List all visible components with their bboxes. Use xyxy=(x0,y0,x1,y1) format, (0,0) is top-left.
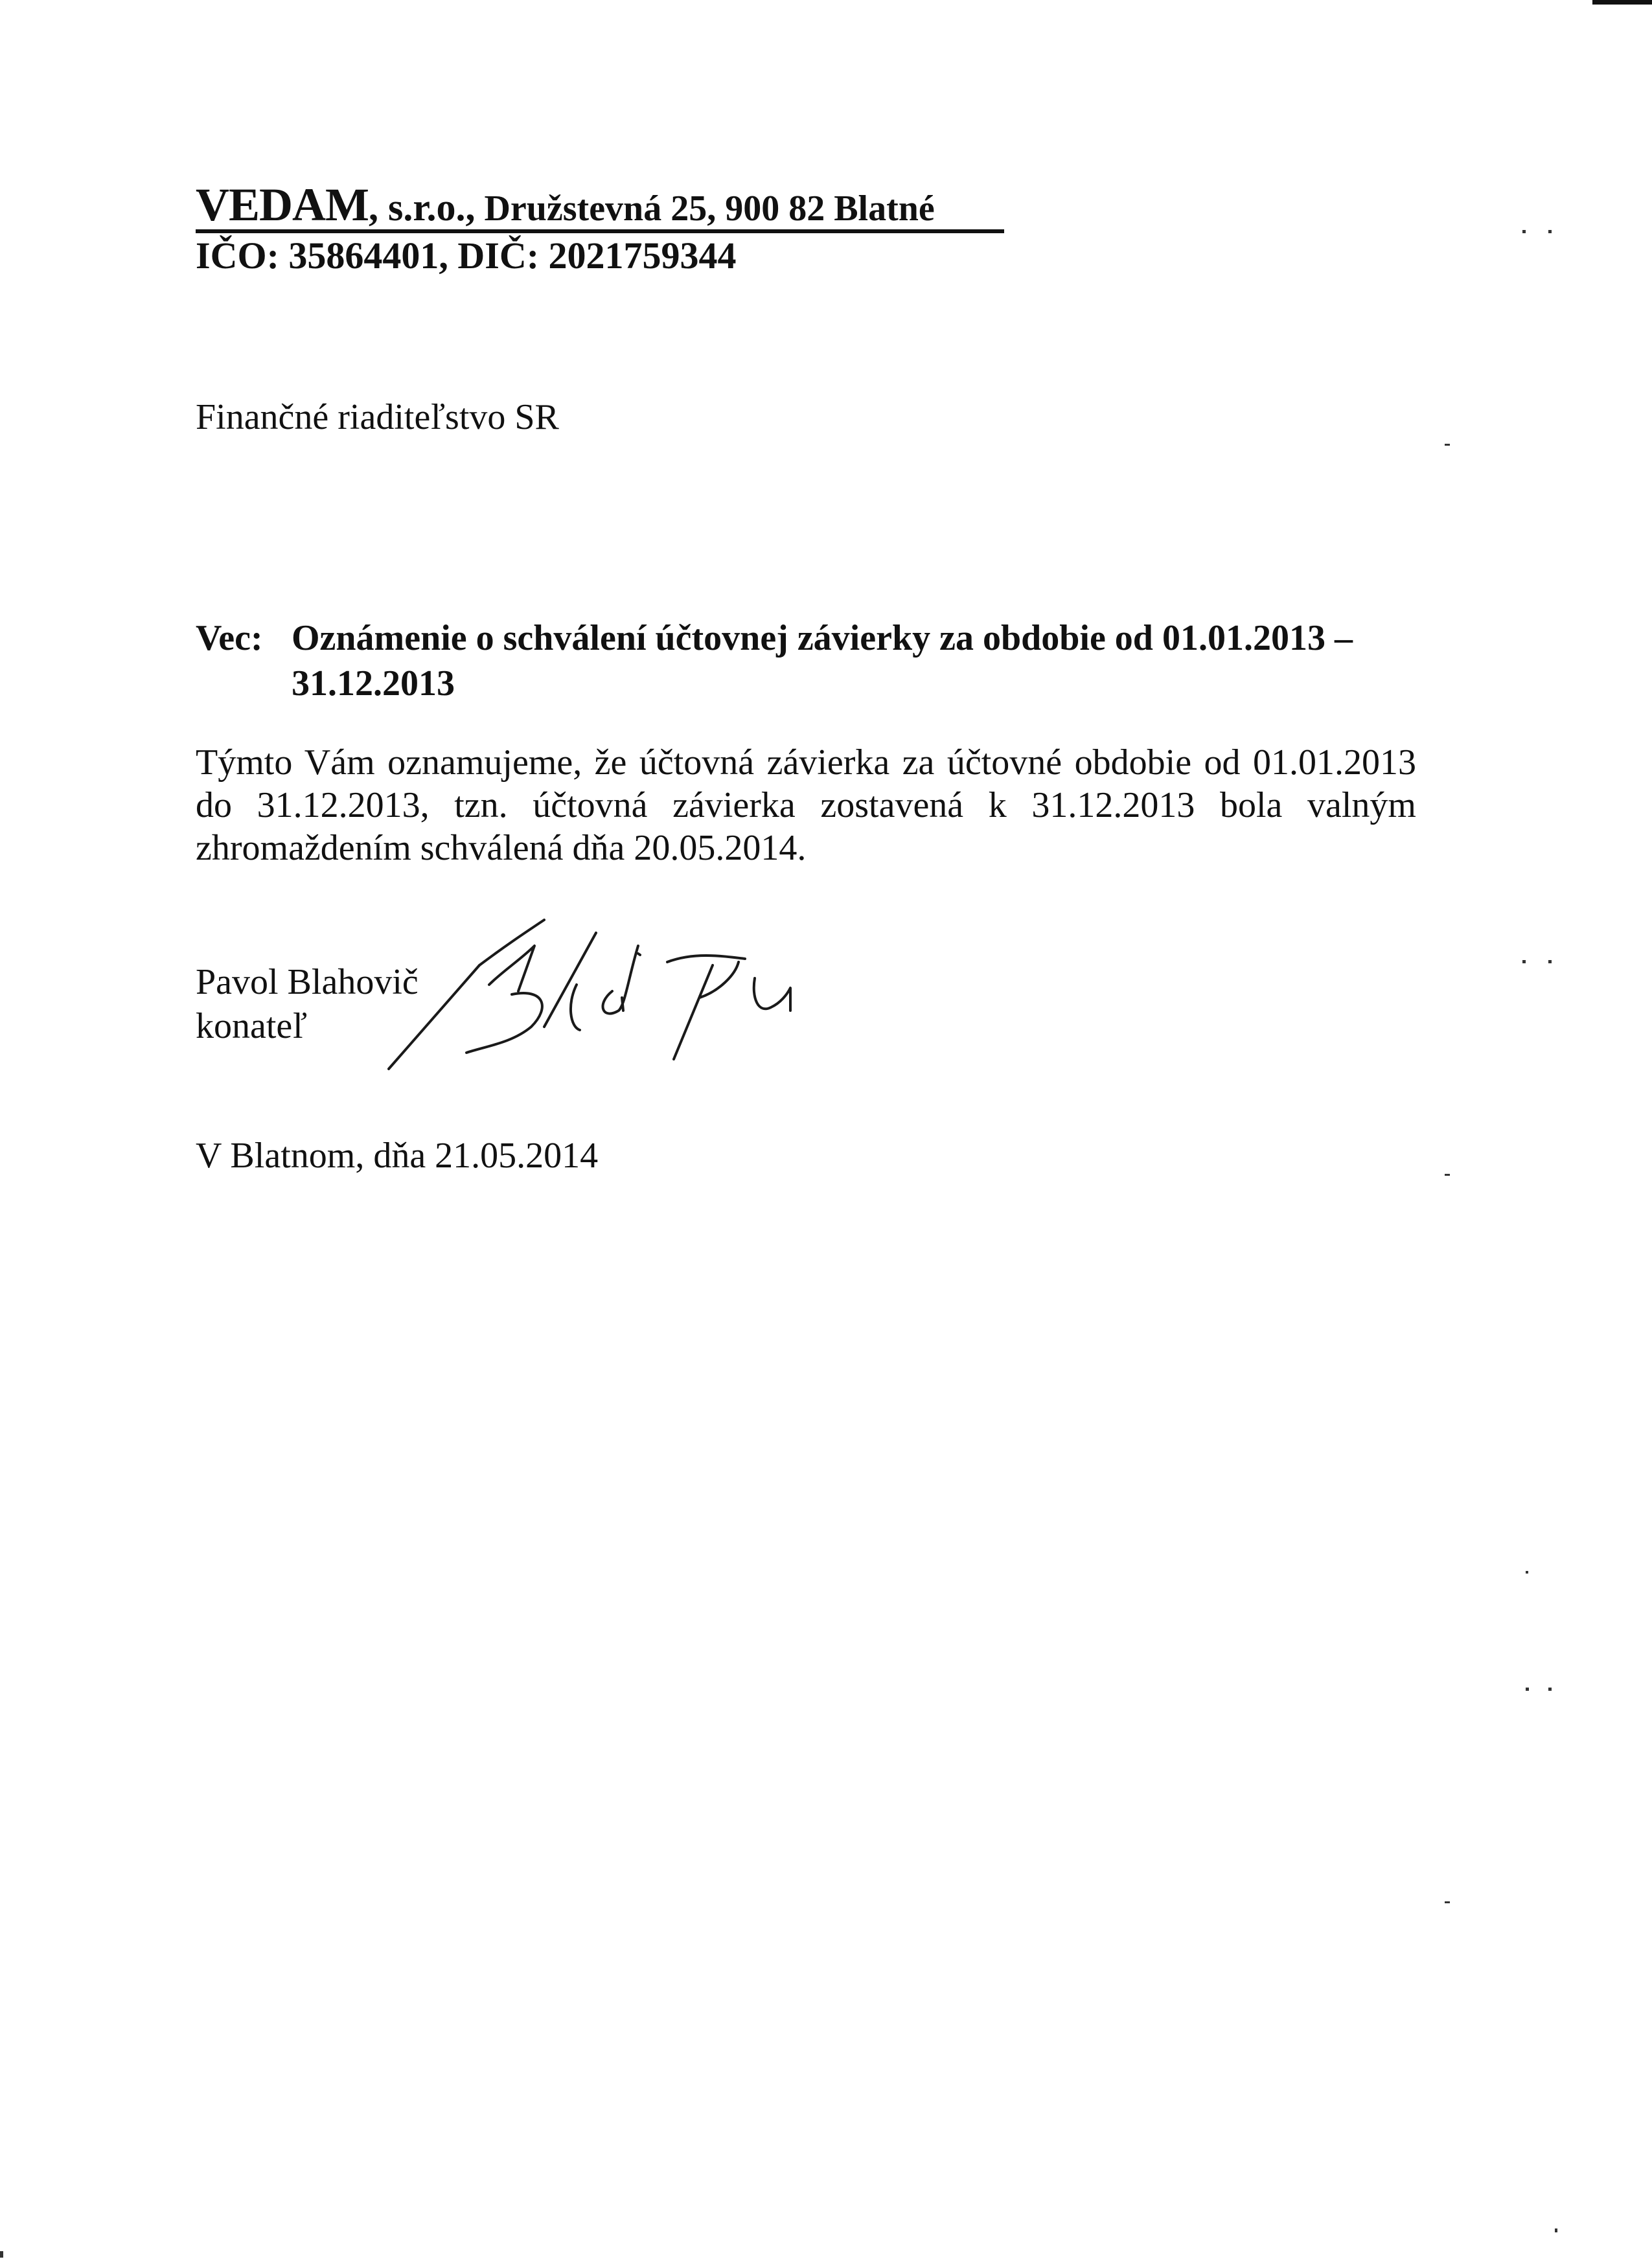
scan-speck xyxy=(1522,960,1526,963)
subject-label: Vec: xyxy=(196,618,263,658)
letterhead xyxy=(196,181,1012,275)
scan-speck xyxy=(1526,1688,1529,1691)
scan-speck xyxy=(1526,1571,1528,1574)
signer-name: Pavol Blahovič xyxy=(196,962,419,1002)
company-ids: IČO: 35864401, DIČ: 2021759344 xyxy=(196,235,737,277)
company-name: VEDAM xyxy=(196,179,369,231)
handwritten-signature xyxy=(382,907,836,1082)
scan-speck xyxy=(1555,2228,1557,2232)
scan-speck xyxy=(1445,444,1450,446)
scan-edge-mark xyxy=(1592,0,1652,5)
recipient: Finančné riaditeľstvo SR xyxy=(196,397,559,437)
company-line xyxy=(196,181,1004,233)
scan-speck xyxy=(0,2251,3,2258)
scan-speck xyxy=(1548,960,1552,963)
place-and-date: V Blatnom, dňa 21.05.2014 xyxy=(196,1136,599,1176)
scan-speck xyxy=(1522,230,1526,233)
subject-text: Oznámenie o schválení účtovnej závierky za obdobie od 01.01.2013 – 31.12.2013 xyxy=(292,618,1353,704)
scan-speck xyxy=(1445,1901,1450,1903)
scan-speck xyxy=(1445,1174,1450,1176)
body-paragraph: Týmto Vám oznamujeme, že účtovná závierka za účtovné obdobie od 01.01.2013 do 31.12.2013, tzn. účtovná závierka zostavená k 31.12.2013 bola valným zhromaždením schválená dňa 20.05.2014. xyxy=(196,742,1416,868)
scan-speck xyxy=(1548,1688,1552,1691)
scan-speck xyxy=(1548,230,1552,233)
company-legal-form: , s.r.o., xyxy=(368,186,476,229)
signer-role: konateľ xyxy=(196,1006,308,1046)
company-address: Družstevná 25, 900 82 Blatné xyxy=(475,189,935,229)
